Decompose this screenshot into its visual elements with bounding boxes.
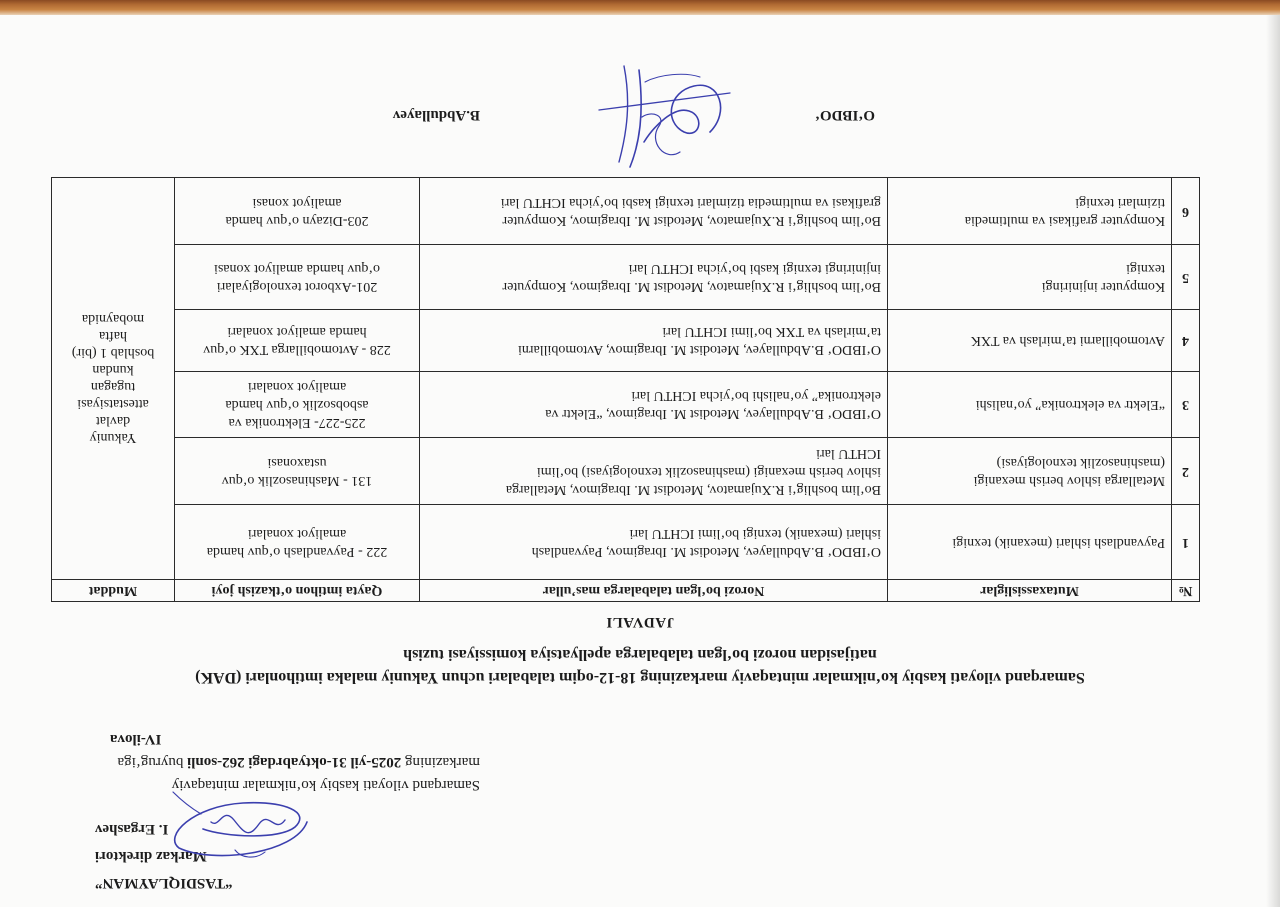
attachment-reference bbox=[110, 727, 480, 796]
deputy-signature bbox=[595, 62, 740, 172]
approval-position: Markaz direktori bbox=[95, 848, 207, 864]
responsible-cell: OʻIBDOʻ B.Abdullayev, Metodist M. Ibragimov, Payvandlash ishlari (mexanik) texnigi boʻlimi ICHTU lari bbox=[420, 505, 888, 580]
row-number: 5 bbox=[1172, 245, 1200, 310]
director-signature bbox=[165, 787, 325, 882]
table-row bbox=[52, 438, 1200, 505]
table-row bbox=[52, 310, 1200, 372]
row-number: 4 bbox=[1172, 310, 1200, 372]
location-cell: 228 - Avtomobillarga TXK oʻquv hamda amaliyot xonalari bbox=[175, 310, 420, 372]
approval-title: “TASDIQLAYMAN” bbox=[95, 875, 233, 891]
location-cell: 222 - Payvandlash oʻquv hamda amaliyot xonalari bbox=[175, 505, 420, 580]
header-responsible: Norozi boʻlgan talabalarga masʼullar bbox=[420, 580, 888, 602]
location-cell: 225-227- Elektronika va asbobsozlik oʻquv hamda amaliyot xonalari bbox=[175, 372, 420, 438]
table-row bbox=[52, 178, 1200, 245]
table-row bbox=[52, 505, 1200, 580]
responsible-cell: OʻIBDOʻ B.Abdullayev, Metodist M. Ibragimov, “Elektr va elektronika” yoʻnalishi boʻyicha ICHTU lari bbox=[420, 372, 888, 438]
table-row bbox=[52, 245, 1200, 310]
header-number: № bbox=[1172, 580, 1200, 602]
document-title bbox=[0, 643, 1280, 689]
appeal-commission-table bbox=[51, 177, 1200, 602]
attachment-line-2-suffix: buyrugʻiga bbox=[117, 754, 188, 770]
row-number: 1 bbox=[1172, 505, 1200, 580]
responsible-cell: Boʻlim boshligʻi R.Xujamatov, Metodist M. Ibragimov, Kompyuter grafikasi va multimedia tizimlari texnigi kasbi boʻyicha ICHTU lari bbox=[420, 178, 888, 245]
document-subtitle: JADVALI bbox=[605, 614, 675, 630]
table-row bbox=[52, 372, 1200, 438]
header-deadline: Muddat bbox=[52, 580, 175, 602]
footer-name: B.Abdullayev bbox=[392, 107, 480, 123]
specialty-cell: Kompyuter injiniringi texnigi bbox=[888, 245, 1172, 310]
paper-edge-shadow bbox=[1266, 15, 1280, 907]
header-specialty: Mutaxassisliglar bbox=[888, 580, 1172, 602]
deadline-cell: Yakuniy davlat attestatsiyasi tugagan kundan boshlab 1 (bir) hafta mobaynida bbox=[52, 178, 175, 580]
title-line-2: natijasidan norozi boʻlgan talabalarga apellyatsiya komissiyasi tuzish bbox=[403, 646, 877, 663]
location-cell: 131 - Mashinasozlik oʻquv ustaxonasi bbox=[175, 438, 420, 505]
row-number: 6 bbox=[1172, 178, 1200, 245]
specialty-cell: “Elektr va elektronika” yoʻnalishi bbox=[888, 372, 1172, 438]
footer-position: OʻIBDOʻ bbox=[815, 107, 875, 123]
order-reference: 2025-yil 31-oktyabrdagi 262-sonli bbox=[187, 754, 402, 770]
specialty-cell: Metallarga ishlov berish mexanigi (mashinasozlik texnologiyasi) bbox=[888, 438, 1172, 505]
attachment-line-2-prefix: markazining bbox=[401, 754, 480, 770]
specialty-cell: Avtomobillarni taʼmirlash va TXK bbox=[888, 310, 1172, 372]
attachment-line-1: Samarqand viloyati kasbiy koʻnikmalar mintaqaviy bbox=[171, 777, 480, 793]
photo-backdrop-strip bbox=[0, 0, 1280, 15]
title-line-1: Samarqand viloyati kasbiy koʻnikmalar mintaqaviy markazining 18-12-oqim talabalari uchun Yakuniy malaka imtihonlari (DAK) bbox=[195, 669, 1085, 686]
row-number: 3 bbox=[1172, 372, 1200, 438]
responsible-cell: Boʻlim boshligʻi R.Xujamatov, Metodist M. Ibragimov, Metallarga ishlov berish mexanigi (mashinasozlik texnologiyasi) boʻlimi ICHTU lari bbox=[420, 438, 888, 505]
attachment-label: IV-ilova bbox=[110, 731, 162, 747]
row-number: 2 bbox=[1172, 438, 1200, 505]
responsible-cell: OʻIBDOʻ B.Abdullayev, Metodist M. Ibragimov, Avtomobillarni taʼmirlash va TXK boʻlimi ICHTU lari bbox=[420, 310, 888, 372]
attachment-line-2 bbox=[110, 750, 480, 773]
location-cell: 201-Axborot texnologiyalari oʻquv hamda amaliyot xonasi bbox=[175, 245, 420, 310]
specialty-cell: Kompyuter grafikasi va multimedia tizimlari texnigi bbox=[888, 178, 1172, 245]
header-location: Qayta imtihon oʻtkazish joyi bbox=[175, 580, 420, 602]
responsible-cell: Boʻlim boshligʻi R.Xujamatov, Metodist M. Ibragimov, Kompyuter injiniringi texnigi kasbi boʻyicha ICHTU lari bbox=[420, 245, 888, 310]
table-header-row bbox=[52, 580, 1200, 602]
specialty-cell: Payvandlash ishlari (mexanik) texnigi bbox=[888, 505, 1172, 580]
approval-name: I. Ergashev bbox=[95, 821, 169, 837]
location-cell: 203-Dizayn oʻquv hamda amaliyot xonasi bbox=[175, 178, 420, 245]
